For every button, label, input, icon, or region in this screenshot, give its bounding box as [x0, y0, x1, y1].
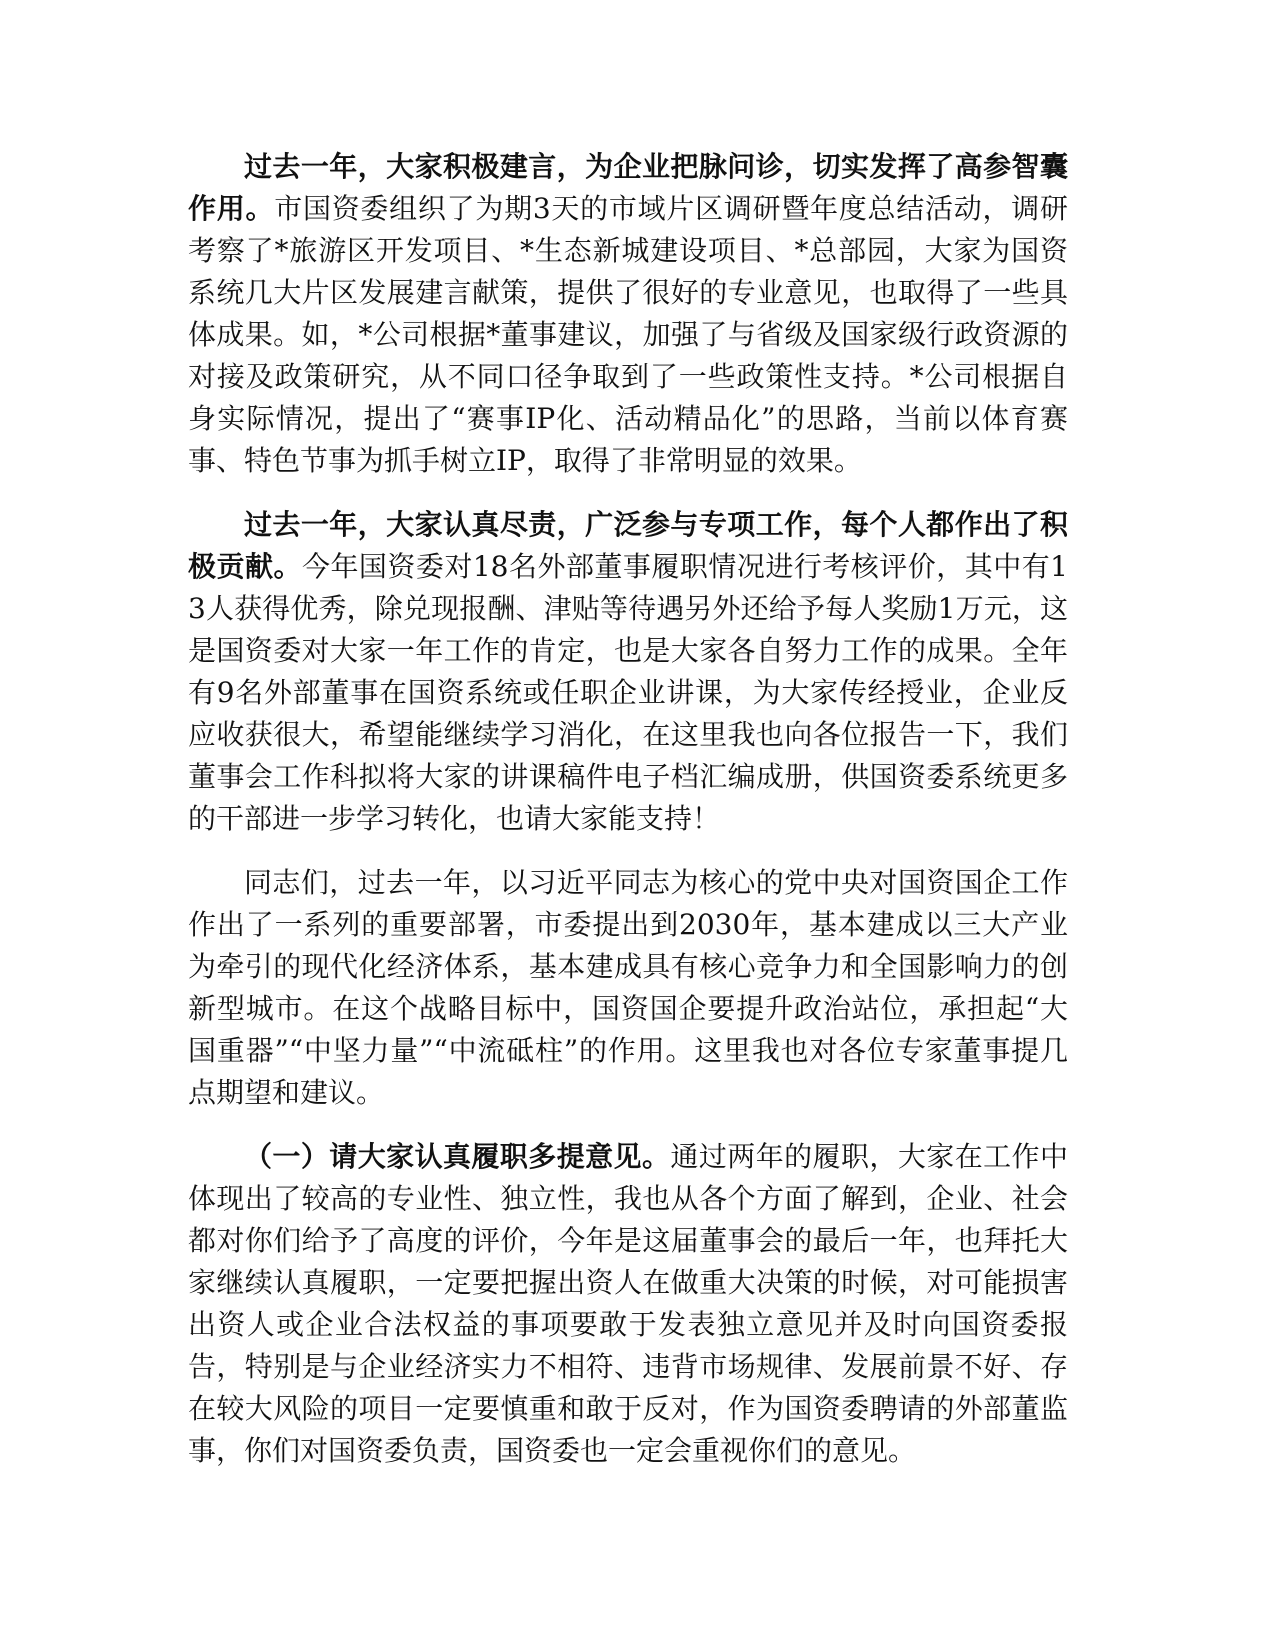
- paragraph-2-lead: 过去一年，大家认真尽责，广泛参与专项工作，每个人都作出了积极贡献。: [188, 508, 1068, 583]
- document-body: [188, 146, 1068, 1494]
- paragraph-4-lead: （一）请大家认真履职多提意见。: [244, 1140, 671, 1173]
- paragraph-1-text: 市国资委组织了为期3天的市域片区调研暨年度总结活动，调研考察了*旅游区开发项目、*生态新城建设项目、*总部园，大家为国资系统几大片区发展建言献策，提供了很好的专业意见，也取得了一些具体成果。如，*公司根据*董事建议，加强了与省级及国家级行政资源的对接及政策研究，从不同口径争取到了一些政策性支持。*公司根据自身实际情况，提出了“赛事IP化、活动精品化”的思路，当前以体育赛事、特色节事为抓手树立IP，取得了非常明显的效果。: [188, 192, 1068, 477]
- paragraph-4-text: 通过两年的履职，大家在工作中体现出了较高的专业性、独立性，我也从各个方面了解到，企业、社会都对你们给予了高度的评价，今年是这届董事会的最后一年，也拜托大家继续认真履职，一定要把握出资人在做重大决策的时候，对可能损害出资人或企业合法权益的事项要敢于发表独立意见并及时向国资委报告，特别是与企业经济实力不相符、违背市场规律、发展前景不好、存在较大风险的项目一定要慎重和敢于反对，作为国资委聘请的外部董监事，你们对国资委负责，国资委也一定会重视你们的意见。: [188, 1140, 1068, 1467]
- paragraph-4: [188, 1136, 1068, 1472]
- paragraph-1-lead: 过去一年，大家积极建言，为企业把脉问诊，切实发挥了高参智囊作用。: [188, 150, 1068, 225]
- paragraph-2-text: 今年国资委对18名外部董事履职情况进行考核评价，其中有13人获得优秀，除兑现报酬、津贴等待遇另外还给予每人奖励1万元，这是国资委对大家一年工作的肯定，也是大家各自努力工作的成果。全年有9名外部董事在国资系统或任职企业讲课，为大家传经授业，企业反应收获很大，希望能继续学习消化，在这里我也向各位报告一下，我们董事会工作科拟将大家的讲课稿件电子档汇编成册，供国资委系统更多的干部进一步学习转化，也请大家能支持！: [188, 550, 1068, 835]
- paragraph-1: [188, 146, 1068, 482]
- paragraph-2: [188, 504, 1068, 840]
- paragraph-3: [188, 862, 1068, 1114]
- paragraph-3-text: 同志们，过去一年，以习近平同志为核心的党中央对国资国企工作作出了一系列的重要部署，市委提出到2030年，基本建成以三大产业为牵引的现代化经济体系，基本建成具有核心竞争力和全国影响力的创新型城市。在这个战略目标中，国资国企要提升政治站位，承担起“大国重器”“中坚力量”“中流砥柱”的作用。这里我也对各位专家董事提几点期望和建议。: [188, 866, 1068, 1109]
